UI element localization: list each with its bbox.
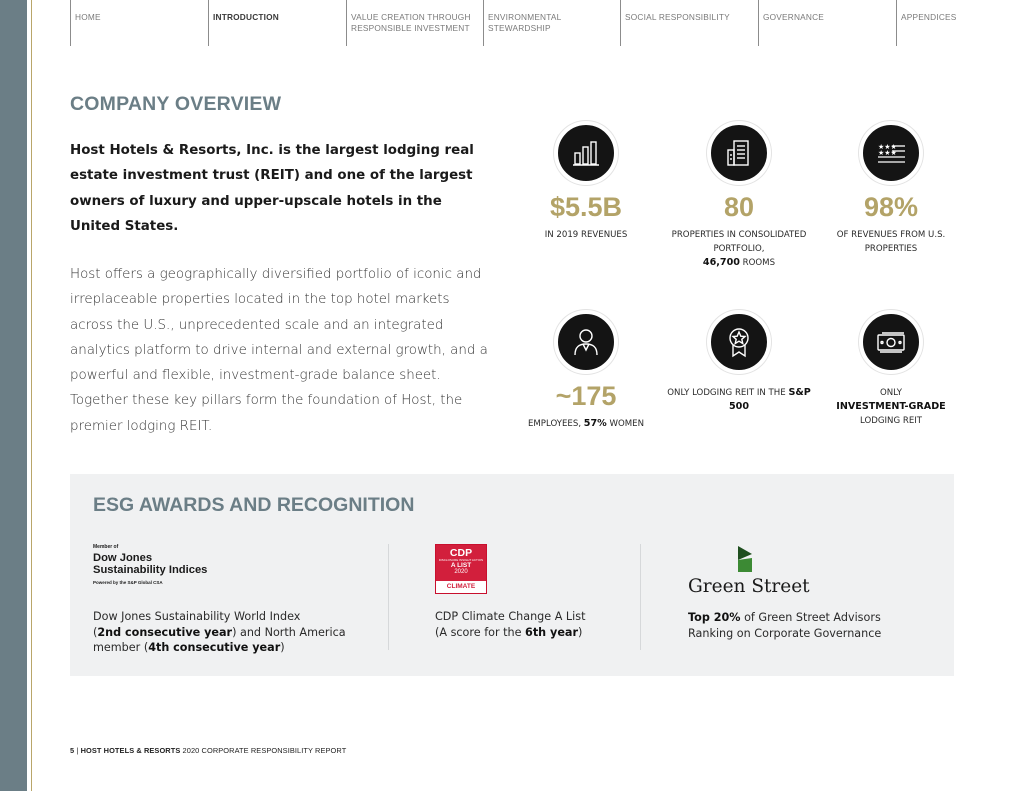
footer-company: HOST HOTELS & RESORTS — [80, 746, 181, 755]
employees-value: ~175 — [555, 381, 617, 411]
stat-investment-grade — [816, 310, 966, 428]
dow-jones-description: Dow Jones Sustainability World Index (2nd consecutive year) and North America member (4th consecutive year) — [93, 610, 346, 654]
page-footer — [70, 746, 346, 755]
nav-environmental-stewardship[interactable]: ENVIRONMENTAL STEWARDSHIP — [483, 0, 583, 46]
esg-awards-panel — [70, 474, 954, 676]
left-gold-rule — [31, 0, 32, 791]
overview-body-paragraph: Host offers a geographically diversified portfolio of iconic and irreplaceable properties located in the top hotel markets across the U.S., unprecedented scale and an integrated analytics platform to drive internal and external growth, and a powerful and flexible, investment-grade balance sheet. Together these key pillars form the foundation of Host, the premier lodging REIT. — [70, 267, 488, 434]
nav-home[interactable]: HOME — [70, 0, 200, 46]
properties-value: 80 — [723, 192, 755, 222]
award-divider — [388, 544, 389, 650]
nav-governance[interactable]: GOVERNANCE — [758, 0, 888, 46]
sp500-caption-text: ONLY LODGING REIT IN THE — [667, 388, 789, 398]
stat-properties — [664, 121, 814, 270]
properties-caption — [664, 228, 814, 270]
stat-sp500 — [664, 310, 814, 414]
cdp-a-list-logo: CDP DISCLOSURE INSIGHT ACTION A LIST 2020 CLIMATE — [435, 544, 487, 594]
award-ribbon-icon — [707, 310, 771, 374]
employees-caption-pre: EMPLOYEES, — [527, 419, 584, 429]
top-navigation — [70, 0, 960, 50]
esg-awards-title: ESG AWARDS AND RECOGNITION — [93, 494, 415, 516]
overview-lead-paragraph: Host Hotels & Resorts, Inc. is the largest lodging real estate investment trust (REIT) and one of the largest owners of luxury and upper-upscale hotels in the United States. — [70, 143, 474, 234]
page-number: 5 — [70, 746, 75, 755]
award-divider — [640, 544, 641, 650]
company-overview-title: COMPANY OVERVIEW — [70, 93, 282, 115]
investment-grade-pre: ONLY — [879, 388, 903, 398]
green-street-mark-icon — [738, 546, 752, 572]
us-flag-icon — [859, 121, 923, 185]
stat-revenue — [511, 121, 661, 242]
revenue-value: $5.5B — [549, 192, 623, 222]
employees-caption — [511, 417, 661, 431]
investment-grade-label: INVESTMENT-GRADE — [836, 401, 946, 412]
investment-grade-caption — [816, 386, 966, 428]
us-revenue-caption: OF REVENUES FROM U.S. PROPERTIES — [836, 230, 946, 254]
nav-appendices[interactable]: APPENDICES — [896, 0, 960, 46]
cdp-description: CDP Climate Change A List (A score for the 6th year) — [435, 610, 586, 639]
employee-icon — [554, 310, 618, 374]
rooms-count: 46,700 — [702, 257, 740, 268]
award-cdp — [435, 544, 635, 640]
sp500-label: S&P 500 — [728, 387, 811, 412]
dow-jones-logo: Member of Dow Jones Sustainability Indices Powered by the S&P Global CSA — [93, 544, 208, 585]
footer-separator: | — [76, 746, 79, 755]
properties-caption-text: PROPERTIES IN CONSOLIDATED PORTFOLIO, — [671, 230, 807, 254]
building-icon — [707, 121, 771, 185]
money-icon — [859, 310, 923, 374]
green-street-logo: Green Street — [688, 546, 938, 602]
left-color-bar — [0, 0, 27, 791]
investment-grade-post: LODGING REIT — [859, 416, 923, 426]
revenue-caption: IN 2019 REVENUES — [544, 230, 628, 240]
nav-value-creation[interactable]: VALUE CREATION THROUGH RESPONSIBLE INVESTMENT — [346, 0, 471, 46]
us-revenue-value: 98% — [863, 192, 919, 222]
employees-caption-post: WOMEN — [606, 419, 645, 429]
svg-text:★★★: ★★★ — [878, 143, 897, 151]
sp500-caption — [664, 386, 814, 414]
nav-introduction[interactable]: INTRODUCTION — [208, 0, 338, 46]
stat-us-revenue — [816, 121, 966, 256]
footer-report-title: 2020 CORPORATE RESPONSIBILITY REPORT — [180, 746, 347, 755]
rooms-label: ROOMS — [739, 258, 776, 268]
award-dow-jones — [93, 544, 393, 656]
svg-text:★★★: ★★★ — [878, 149, 897, 157]
green-street-description: Top 20% of Green Street Advisors Ranking on Corporate Governance — [688, 611, 882, 640]
women-percent: 57% — [583, 418, 607, 429]
stat-employees — [511, 310, 661, 431]
bar-chart-icon — [554, 121, 618, 185]
nav-social-responsibility[interactable]: SOCIAL RESPONSIBILITY — [620, 0, 750, 46]
award-green-street — [688, 546, 938, 641]
